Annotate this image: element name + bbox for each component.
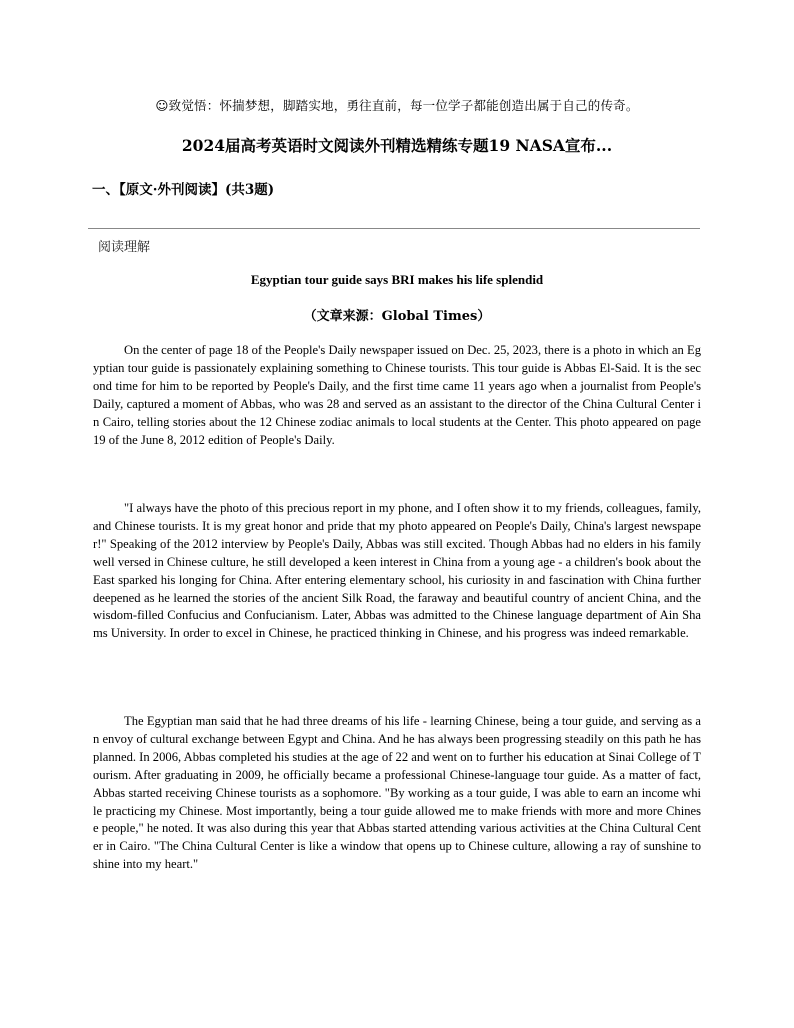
article-paragraph: On the center of page 18 of the People's Daily newspaper issued on Dec. 25, 2023, there is a photo in which an Egyptian tour guide is passionately explaining something to Chinese tourists. This tour guide is Abbas El-Said. It is the second time for him to be reported by People's Daily, and the first time came 11 years ago when a journalist from People's Daily, captured a moment of Abbas, who was 28 and served as an assistant to the director of the China Cultural Center in Cairo, telling stories about the 12 Chinese zodiac animals to local students at the Center. This photo appeared on page 19 of the June 8, 2012 edition of People's Daily. xyxy=(93,343,701,447)
section-heading: 一、【原文·外刊阅读】(共3题) xyxy=(92,182,275,198)
article-title: Egyptian tour guide says BRI makes his life splendid xyxy=(250,272,544,287)
document-title: 2024届高考英语时文阅读外刊精选精练专题19 NASA宣布... xyxy=(181,136,613,155)
article-paragraph: "I always have the photo of this precious report in my phone, and I often show it to my friends, colleagues, family, and Chinese tourists. It is my great honor and pride that my photo appeared on People's Daily, China's largest newspaper!" Speaking of the 2012 interview by People's Daily, Abbas was still excited. Though Abbas had no elders in his family well versed in Chinese culture, he still developed a keen interest in China from a young age - a children's book about the East sparked his longing for China. After entering elementary school, his curiosity in and fascination with China further deepened as he learned the stories of the ancient Silk Road, the faraway and beautiful country of ancient China, and the wisdom-filled Confucius and Confucianism. Later, Abbas was admitted to the Chinese language department of Ain Shams University. In order to excel in Chinese, he practiced thinking in Chinese, and his progress was indeed remarkable. xyxy=(93,501,701,641)
article-source: （文章来源：Global Times） xyxy=(303,309,491,324)
article-paragraph: The Egyptian man said that he had three dreams of his life - learning Chinese, being a tour guide, and serving as an envoy of cultural exchange between Egypt and China. And he has always been progressing steadily on this path he has planned. In 2006, Abbas completed his studies at the age of 22 and went on to further his education at Sinai College of Tourism. After graduating in 2009, he officially became a professional Chinese-language tour guide. As a matter of fact, Abbas started receiving Chinese tourists as a sophomore. "By working as a tour guide, I was able to earn an income while practicing my Chinese. Most importantly, being a tour guide allowed me to make friends with more and more Chinese people," he noted. It was also during this year that Abbas started attending various activities at the China Cultural Center in Cairo. "The China Cultural Center is like a window that opens up to Chinese culture, allowing a ray of sunshine to shine into my heart." xyxy=(93,714,701,872)
divider-line xyxy=(88,228,700,229)
section-label: 阅读理解 xyxy=(98,240,151,255)
motto-line: ☺致觉悟：怀揣梦想，脚踏实地，勇往直前，每一位学子都能创造出属于自己的传奇。 xyxy=(155,98,639,113)
